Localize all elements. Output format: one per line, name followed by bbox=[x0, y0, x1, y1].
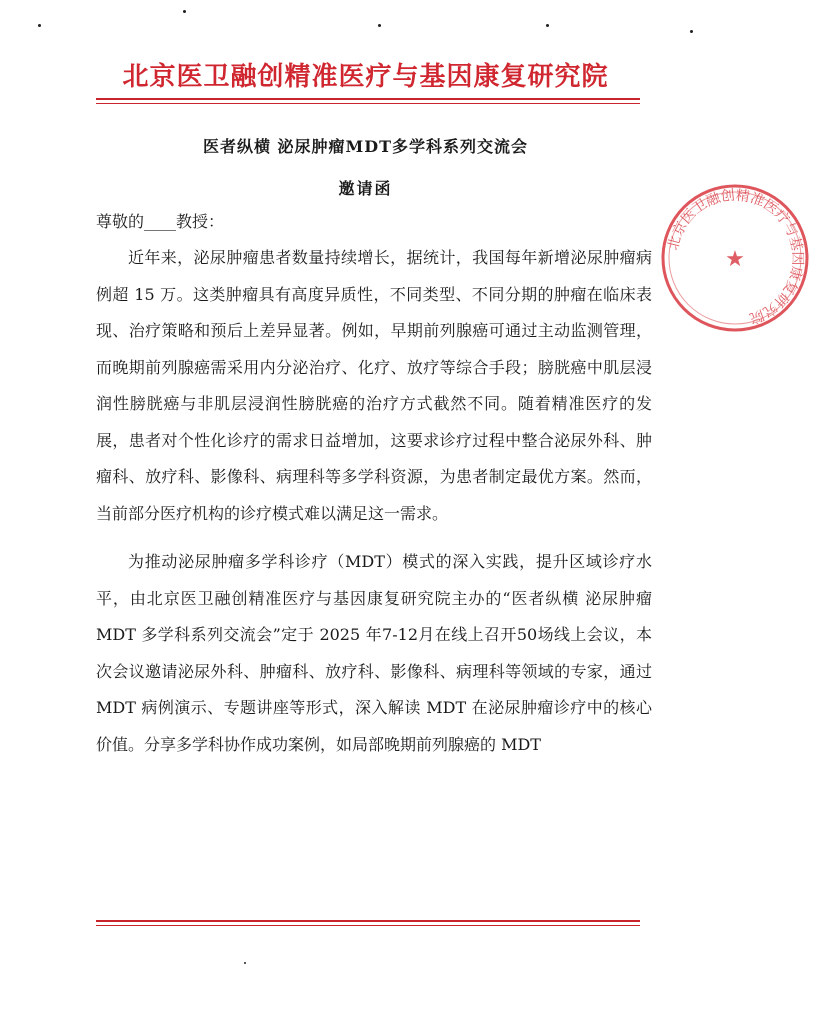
scan-speck bbox=[244, 962, 246, 964]
seal-text: 北京医卫融创精准医疗与基因康复研究院 bbox=[665, 187, 806, 327]
footer-rule bbox=[96, 920, 640, 922]
scan-speck bbox=[378, 24, 381, 27]
footer-rule-thin bbox=[96, 925, 640, 926]
letterhead-rule-top-thin bbox=[96, 103, 640, 104]
body-paragraph-1: 近年来，泌尿肿瘤患者数量持续增长，据统计，我国每年新增泌尿肿瘤病例超 15 万。这类肿瘤具有高度异质性，不同类型、不同分期的肿瘤在临床表现、治疗策略和预后上差异显著。例如，早期前列腺癌可通过主动监测管理，而晚期前列腺癌需采用内分泌治疗、化疗、放疗等综合手段；膀胱癌中肌层浸润性膀胱癌与非肌层浸润性膀胱癌的治疗方式截然不同。随着精准医疗的发展，患者对个性化诊疗的需求日益增加，这要求诊疗过程中整合泌尿外科、肿瘤科、放疗科、影像科、病理科等多学科资源，为患者制定最优方案。然而，当前部分医疗机构的诊疗模式难以满足这一需求。 bbox=[96, 248, 652, 523]
letterhead-org-name: 北京医卫融创精准医疗与基因康复研究院 bbox=[122, 62, 609, 92]
letter-body bbox=[96, 240, 652, 763]
letterhead-rule-top bbox=[96, 98, 640, 100]
body-paragraph-2: 为推动泌尿肿瘤多学科诊疗（MDT）模式的深入实践，提升区域诊疗水平，由北京医卫融创精准医疗与基因康复研究院主办的“医者纵横 泌尿肿瘤 MDT 多学科系列交流会”定于 2025 年7-12月在线上召开50场线上会议，本次会议邀请泌尿外科、肿瘤科、放疗科、影像科、病理科等领域的专家，通过 MDT 病例演示、专题讲座等形式，深入解读 MDT 在泌尿肿瘤诊疗中的核心价值。分享多学科协作成功案例，如局部晚期前列腺癌的 MDT bbox=[96, 552, 652, 754]
scan-speck bbox=[183, 10, 186, 13]
document-title: 医者纵横 泌尿肿瘤MDT多学科系列交流会 bbox=[202, 137, 529, 156]
scan-speck bbox=[38, 24, 41, 27]
seal-star-icon: ★ bbox=[725, 247, 745, 272]
scan-speck bbox=[690, 30, 693, 33]
official-seal bbox=[655, 178, 815, 338]
scan-speck bbox=[546, 24, 549, 27]
salutation: 尊敬的____教授： bbox=[96, 212, 225, 231]
document-subtitle: 邀请函 bbox=[338, 179, 393, 198]
